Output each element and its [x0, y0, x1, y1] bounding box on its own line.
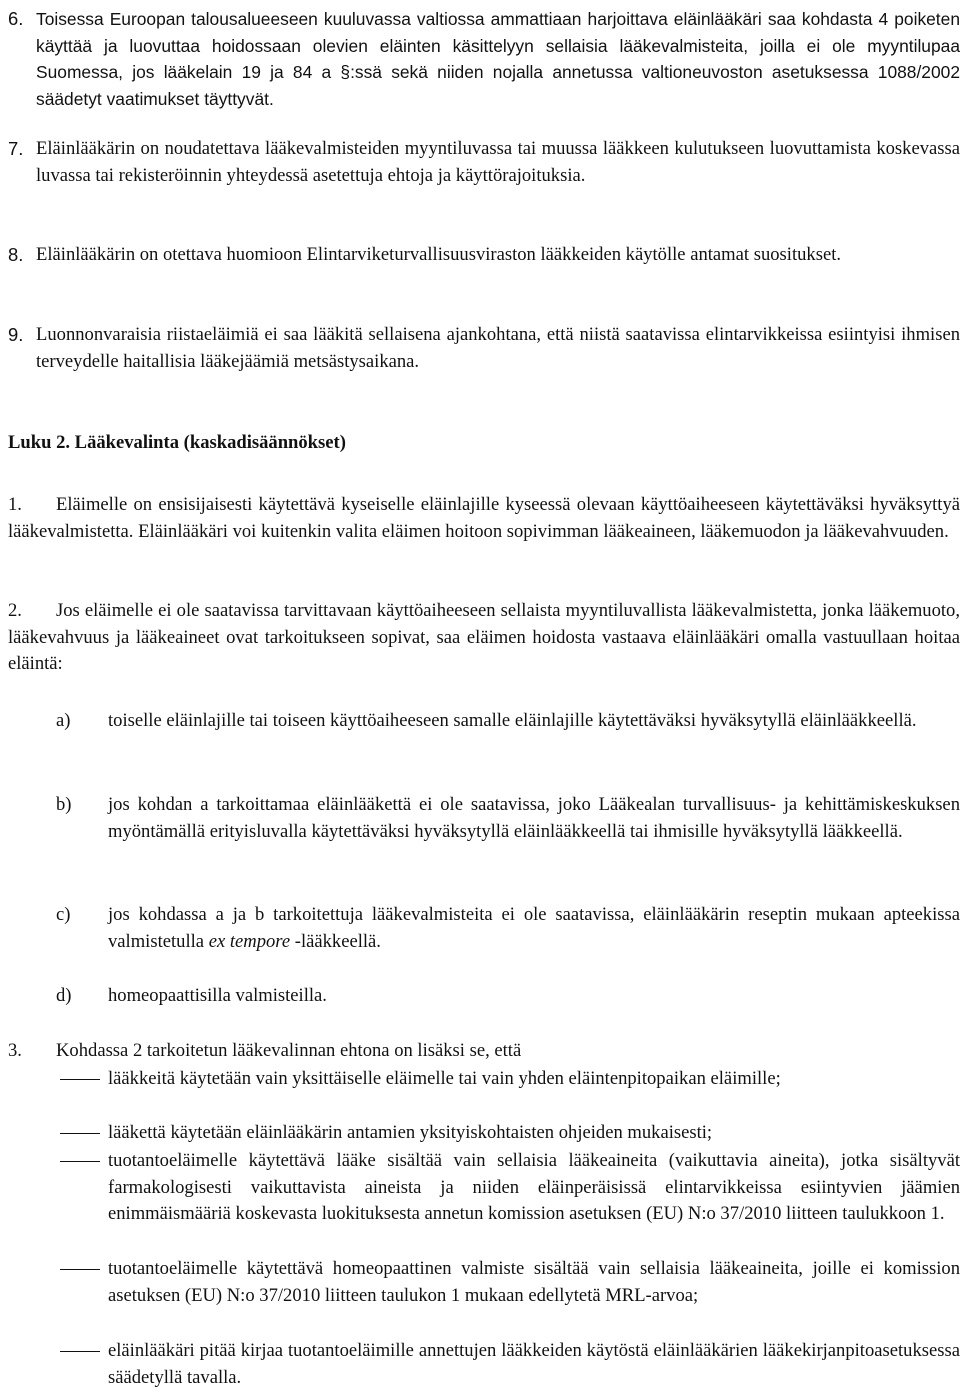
chapter-heading: Luku 2. Lääkevalinta (kaskadisäännökset) — [8, 432, 346, 453]
section-paragraph-3 — [8, 1038, 960, 1065]
sub-item-label: a) — [56, 710, 71, 731]
paragraph-number: 7. — [8, 138, 24, 159]
dash-item-text: lääkkeitä käytetään vain yksittäiselle eläimelle tai vain yhden eläintenpitopaikan eläimille; — [108, 1068, 781, 1089]
paragraph-number: 6. — [8, 8, 24, 29]
sub-item-text-after: -lääkkeellä. — [290, 930, 381, 952]
dash-item-text: tuotantoeläimelle käytettävä lääke sisältää vain sellaisia lääkeaineita (vaikuttavia aineita), jotka sisältyvät farmakologisesti vaikuttavista aineista ja niiden eläinperäisissä elintarvikkeissa esiintyvien jäämien enimmäismääriä koskevasta luokituksesta annetun komission asetuksen (EU) N:o 37/2010 liitteen taulukkoon 1. — [108, 1150, 960, 1225]
sub-item-a — [56, 708, 960, 735]
paragraph-number: 2. — [8, 600, 22, 621]
paragraph-text: Jos eläimelle ei ole saatavissa tarvittavaan käyttöaiheeseen sellaista myyntiluvallista lääkevalmistetta, jonka lääkemuoto, lääkevahvuus ja lääkeaineet ovat tarkoitukseen sopivat, saa eläimen hoidosta vastaava eläinlääkäri omalla vastuullaan hoitaa eläintä: — [8, 600, 960, 675]
sub-item-text-before: jos kohdassa a ja b tarkoitettuja lääkevalmisteita ei ole saatavissa, eläinlääkärin reseptin mukaan apteekissa valmistetulla — [108, 904, 960, 952]
dash-item-text: lääkettä käytetään eläinlääkärin antamien yksityiskohtaisten ohjeiden mukaisesti; — [108, 1122, 713, 1143]
paragraph-text: Toisessa Euroopan talousalueeseen kuuluvassa valtiossa ammattiaan harjoittava eläinlääkäri saa kohdasta 4 poiketen käyttää ja luovuttaa hoidossaan olevien eläinten käsittelyyn sellaisia lääkevalmisteita, joilla ei ole myyntilupaa Suomessa, jos lääkelain 19 ja 84 a §:ssä sekä niiden nojalla annetussa valtioneuvoston asetuksessa 1088/2002 säädetyt vaatimukset täyttyvät. — [36, 9, 960, 109]
sub-item-c — [56, 902, 960, 955]
dash-item-text: eläinlääkäri pitää kirjaa tuotantoeläimille annettujen lääkkeiden käytöstä eläinlääkärien lääkekirjanpitoasetuksessa säädetyllä tavalla. — [108, 1340, 960, 1388]
paragraph-8 — [8, 242, 960, 269]
paragraph-number: 1. — [8, 494, 22, 515]
paragraph-text: Eläimelle on ensisijaisesti käytettävä kyseiselle eläinlajille kyseessä olevaan käyttöaiheeseen käytettäväksi hyväksyttyä lääkevalmistetta. Eläinlääkäri voi kuitenkin valita eläimen hoitoon sopivimman lääkeaineen, lääkemuodon ja lääkevahvuuden. — [8, 494, 960, 542]
dash-item-2 — [60, 1120, 960, 1147]
sub-item-b — [56, 792, 960, 845]
sub-item-d — [56, 983, 960, 1010]
dash-marker — [60, 1269, 100, 1270]
dash-marker — [60, 1161, 100, 1162]
dash-item-4 — [60, 1256, 960, 1309]
sub-item-text — [56, 902, 960, 955]
section-paragraph-1 — [8, 492, 960, 545]
sub-item-text-italic: ex tempore — [208, 930, 291, 952]
sub-item-label: c) — [56, 904, 71, 925]
dash-marker — [60, 1351, 100, 1352]
dash-marker — [60, 1133, 100, 1134]
paragraph-text: Eläinlääkärin on noudatettava lääkevalmisteiden myyntiluvassa tai muussa lääkkeen kulutukseen luovuttamista koskevassa luvassa tai rekisteröinnin yhteydessä asetettuja ehtoja ja käyttörajoituksia. — [36, 138, 960, 186]
paragraph-text: Luonnonvaraisia riistaeläimiä ei saa lääkitä sellaisena ajankohtana, että niistä saatavissa elintarvikkeissa esiintyisi ihmisen terveydelle haitallisia lääkejäämiä metsästysaikana. — [36, 324, 960, 372]
paragraph-9 — [8, 322, 960, 375]
paragraph-7 — [8, 136, 960, 189]
sub-item-text: toiselle eläinlajille tai toiseen käyttöaiheeseen samalle eläinlajille käytettäväksi hyväksytyllä eläinlääkkeellä. — [108, 710, 917, 731]
section-paragraph-2 — [8, 598, 960, 678]
paragraph-number: 3. — [8, 1040, 22, 1061]
paragraph-number: 9. — [8, 324, 24, 345]
sub-item-text: homeopaattisilla valmisteilla. — [108, 985, 327, 1006]
dash-item-3 — [60, 1148, 960, 1228]
sub-item-text: jos kohdan a tarkoittamaa eläinlääkettä ei ole saatavissa, joko Lääkealan turvallisuus- ja kehittämiskeskuksen myöntämällä erityisluvalla käytettäväksi hyväksytyllä eläinlääkkeellä tai ihmisille hyväksytyllä lääkkeellä. — [108, 794, 960, 842]
paragraph-6 — [8, 6, 960, 112]
paragraph-number: 8. — [8, 244, 24, 265]
dash-item-1 — [60, 1066, 960, 1093]
paragraph-text: Eläinlääkärin on otettava huomioon Elintarviketurvallisuusviraston lääkkeiden käytölle antamat suositukset. — [36, 244, 842, 265]
paragraph-text: Kohdassa 2 tarkoitetun lääkevalinnan ehtona on lisäksi se, että — [56, 1040, 522, 1061]
sub-item-label: b) — [56, 794, 72, 815]
dash-item-text: tuotantoeläimelle käytettävä homeopaattinen valmiste sisältää vain sellaisia lääkeaineita, joille ei komission asetuksen (EU) N:o 37/2010 liitteen taulukon 1 mukaan edellytetä MRL-arvoa; — [108, 1258, 960, 1306]
sub-item-label: d) — [56, 985, 72, 1006]
dash-marker — [60, 1079, 100, 1080]
dash-item-5 — [60, 1338, 960, 1391]
